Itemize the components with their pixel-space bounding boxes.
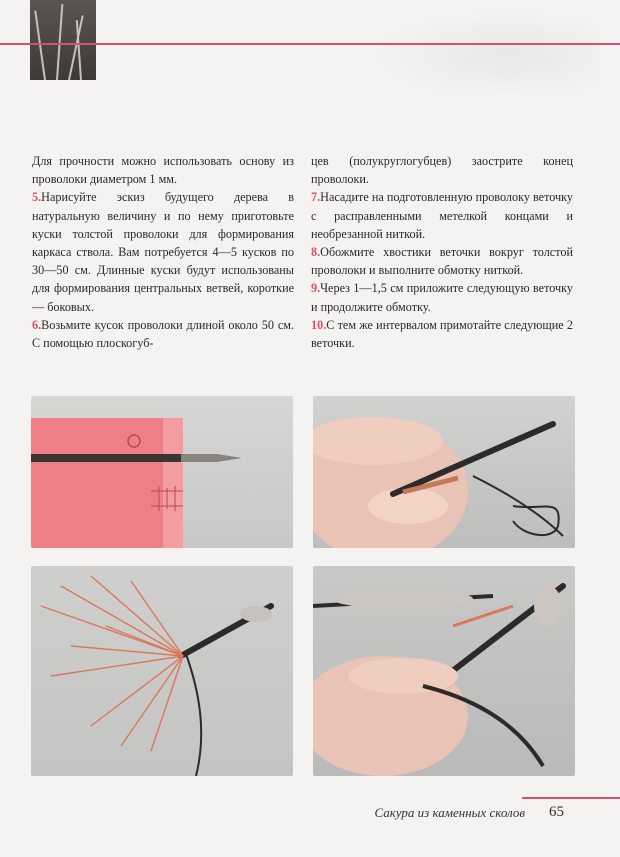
footer-accent-line (522, 797, 620, 799)
step-6-continuation: цев (полукруглогубцев) заострите конец проволоки. (311, 154, 573, 187)
step-10 (311, 316, 573, 352)
step-5-text: Нарисуйте эскиз будущего дерева в натуральную величину и по нему приготовьте куски толстой проволоки для формирования каркаса ствола. Вам потребуется 4—5 кусков по 30—50 см. Длинные куски будут использованы для формирования центральных ветвей, короткие — боковых. (32, 190, 294, 314)
step-6-number: 6. (32, 317, 42, 332)
photo-hand-threading-twig (313, 396, 575, 548)
photo-wrapping-branches (313, 566, 575, 776)
step-9 (311, 279, 573, 315)
step-6-text: Возьмите кусок проволоки длиной около 50 см. С помощью плоскогуб- (32, 317, 294, 351)
step-7 (311, 188, 573, 243)
step-8-text: Обожмите хвостики веточки вокруг толстой проволоки и выполните обмотку ниткой. (311, 245, 573, 278)
step-7-text: Насадите на подготовленную проволоку веточку с расправленными метелкой концами и необрезанной ниткой. (311, 190, 573, 241)
footer-book-title: Сакура из каменных сколов (374, 805, 525, 820)
step-8-number: 8. (311, 245, 321, 260)
step-9-number: 9. (311, 281, 321, 296)
page-number: 65 (549, 804, 564, 820)
photo-sharpened-wire-on-ruler (31, 396, 293, 548)
step-10-text: С тем же интервалом примотайте следующие 2 веточки. (311, 317, 573, 351)
intro-paragraph: Для прочности можно использовать основу из проволоки диаметром 1 мм. (32, 154, 294, 187)
step-8 (311, 243, 573, 279)
step-7-number: 7. (311, 190, 321, 205)
step-5 (32, 188, 294, 315)
step-10-number: 10. (311, 317, 327, 332)
header-accent-line (0, 43, 620, 45)
header-background-decoration (370, 10, 600, 100)
left-text-column (32, 152, 294, 352)
right-text-column (311, 152, 573, 352)
step-5-number: 5. (32, 190, 42, 205)
header-thumbnail-image (30, 0, 96, 80)
photo-spread-thread-ends (31, 566, 293, 776)
step-9-text: Через 1—1,5 см приложите следующую веточку и продолжите обмотку. (311, 281, 573, 314)
step-6 (32, 316, 294, 352)
